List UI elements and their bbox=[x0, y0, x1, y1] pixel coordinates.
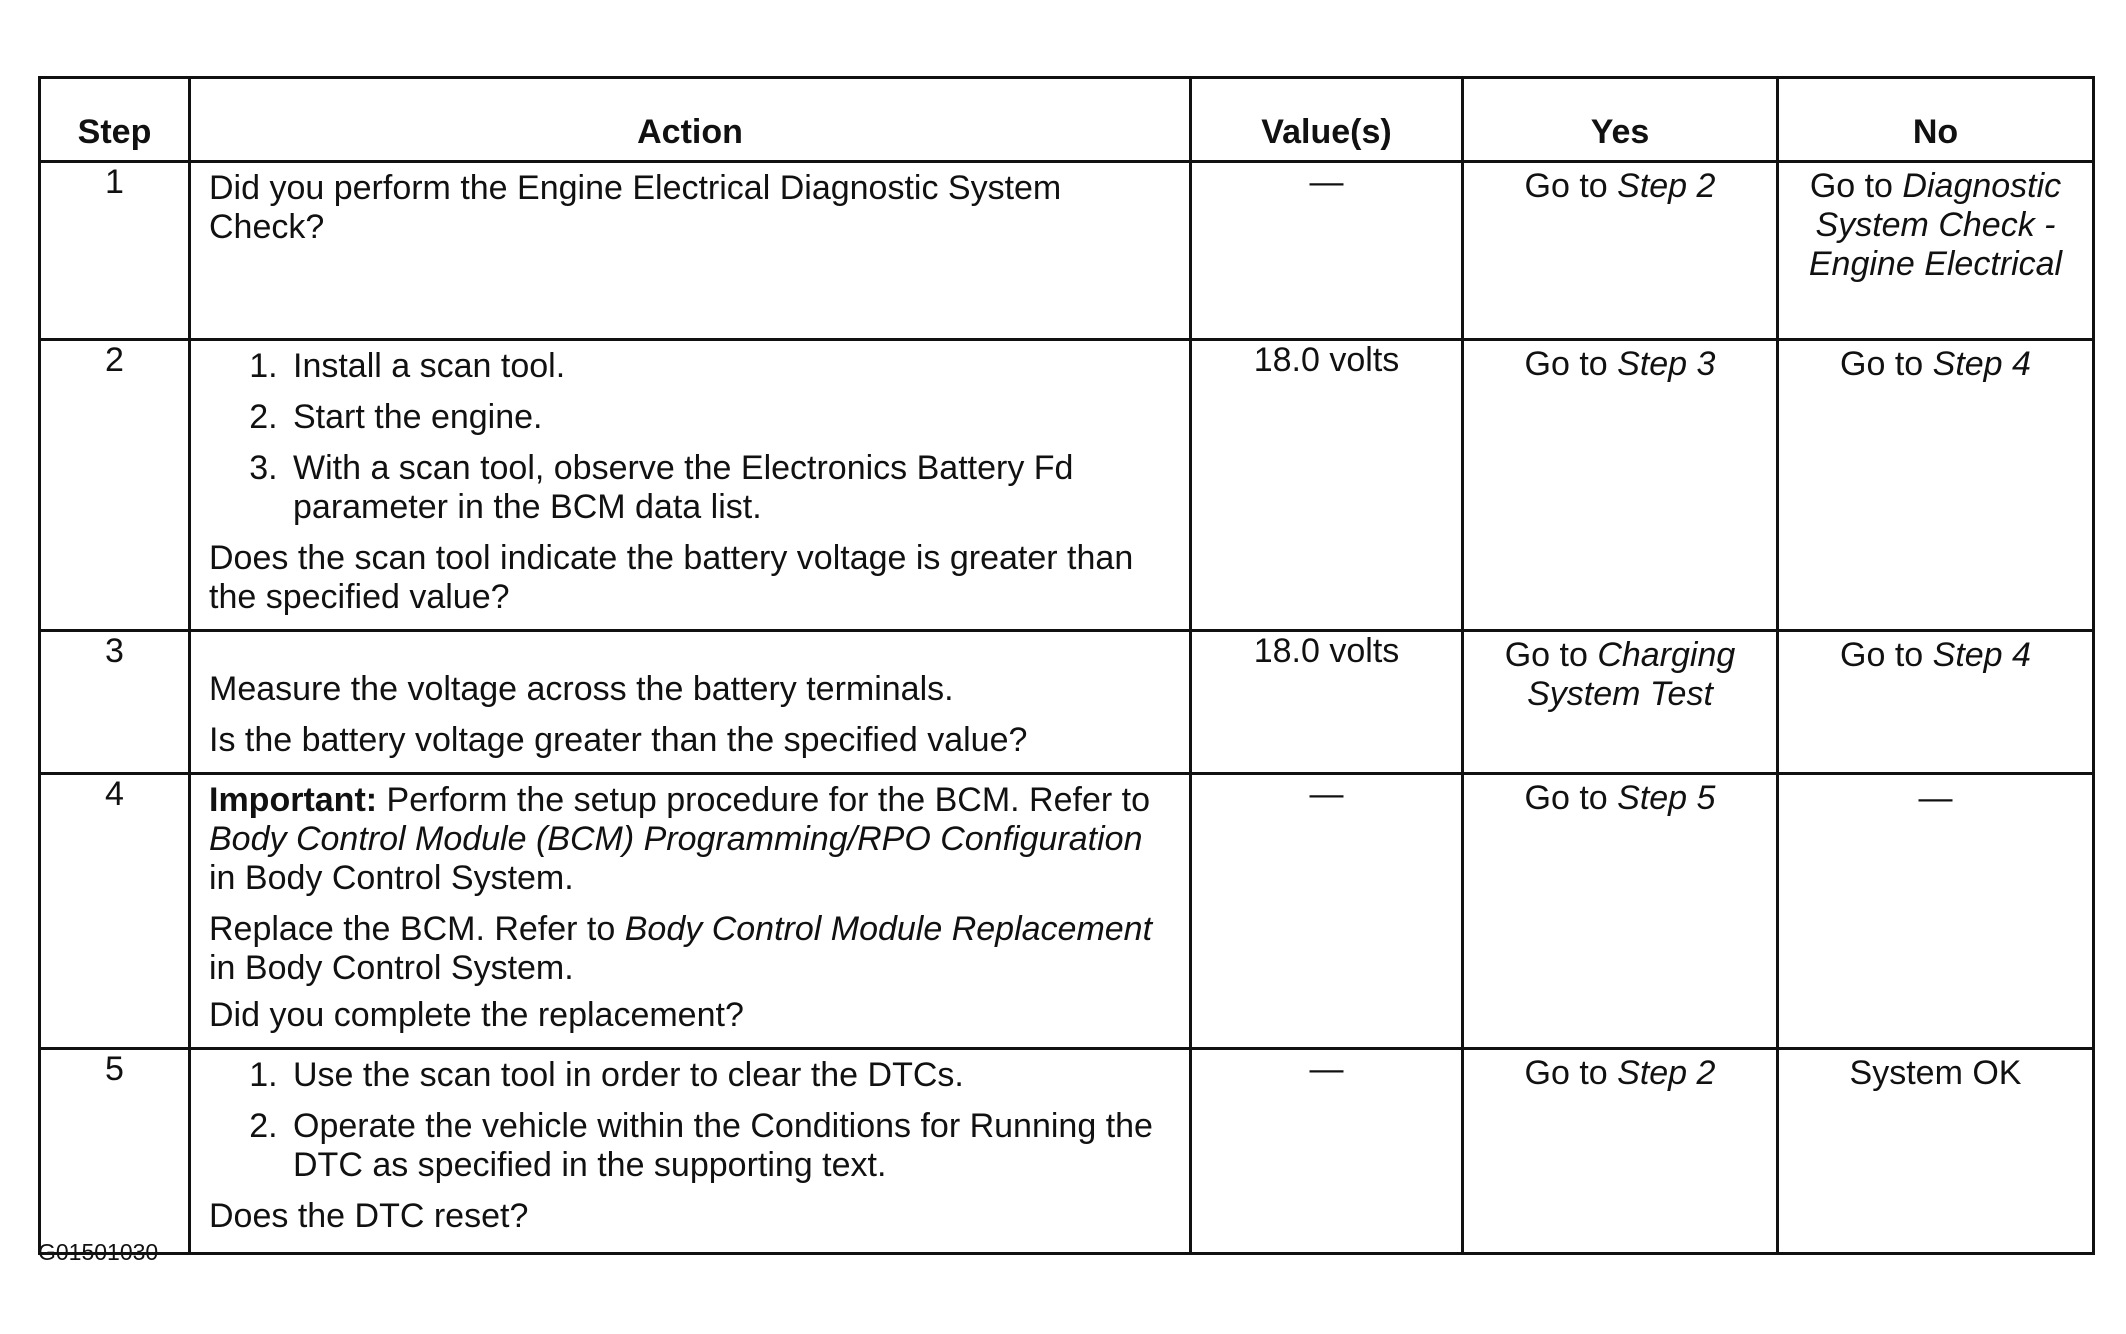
important-label: Important: bbox=[209, 781, 378, 819]
header-no: No bbox=[1778, 78, 2094, 162]
yes-prefix: Go to bbox=[1524, 779, 1618, 817]
action-cell bbox=[190, 162, 1191, 340]
table-row bbox=[40, 340, 2094, 631]
important-suffix: in Body Control System. bbox=[209, 859, 574, 897]
no-cell bbox=[1778, 631, 2094, 774]
action-step-list bbox=[209, 1056, 1173, 1185]
yes-cell bbox=[1463, 774, 1778, 1049]
table-row bbox=[40, 774, 2094, 1049]
action-step-item: 3. With a scan tool, observe the Electronics Battery Fd parameter in the BCM data list. bbox=[287, 449, 1173, 527]
action-step-item: 1. Use the scan tool in order to clear the DTCs. bbox=[287, 1056, 1173, 1095]
yes-ref: Step 2 bbox=[1617, 1054, 1716, 1092]
yes-prefix: Go to bbox=[1504, 636, 1598, 674]
no-ref: Step 4 bbox=[1932, 345, 2031, 383]
step-number: 5 bbox=[40, 1049, 190, 1254]
action-cell bbox=[190, 774, 1191, 1049]
replace-text: Replace the BCM. Refer to bbox=[209, 910, 625, 948]
no-cell bbox=[1778, 340, 2094, 631]
yes-prefix: Go to bbox=[1524, 1054, 1618, 1092]
yes-ref: Step 5 bbox=[1617, 779, 1716, 817]
action-question: Is the battery voltage greater than the specified value? bbox=[209, 721, 1028, 759]
no-cell: — bbox=[1778, 774, 2094, 1049]
no-prefix: Go to bbox=[1840, 345, 1933, 383]
action-cell bbox=[190, 340, 1191, 631]
step-number: 4 bbox=[40, 774, 190, 1049]
value-cell: 18.0 volts bbox=[1191, 631, 1463, 774]
action-step-item: 2. Start the engine. bbox=[287, 398, 1173, 437]
table-row bbox=[40, 631, 2094, 774]
yes-cell bbox=[1463, 1049, 1778, 1254]
yes-ref: Step 3 bbox=[1617, 345, 1716, 383]
no-cell: System OK bbox=[1778, 1049, 2094, 1254]
action-cell bbox=[190, 631, 1191, 774]
action-step-item: 1. Install a scan tool. bbox=[287, 347, 1173, 386]
yes-cell bbox=[1463, 162, 1778, 340]
value-cell: — bbox=[1191, 1049, 1463, 1254]
header-yes: Yes bbox=[1463, 78, 1778, 162]
yes-ref: Step 2 bbox=[1617, 167, 1716, 205]
no-ref: Diagnostic System Check - Engine Electrical bbox=[1808, 167, 2063, 283]
figure-id: G01501030 bbox=[38, 1239, 159, 1265]
no-prefix: Go to bbox=[1840, 636, 1933, 674]
action-cell bbox=[190, 1049, 1191, 1254]
action-question: Does the DTC reset? bbox=[209, 1197, 529, 1235]
table-header-row bbox=[40, 78, 2094, 162]
header-step: Step bbox=[40, 78, 190, 162]
value-cell: 18.0 volts bbox=[1191, 340, 1463, 631]
header-action: Action bbox=[190, 78, 1191, 162]
important-ref: Body Control Module (BCM) Programming/RPO Configuration bbox=[209, 820, 1143, 858]
important-note bbox=[209, 781, 1173, 898]
yes-ref: Charging System Test bbox=[1527, 636, 1736, 713]
yes-prefix: Go to bbox=[1524, 167, 1618, 205]
table-row bbox=[40, 162, 2094, 340]
replace-suffix: in Body Control System. bbox=[209, 949, 574, 987]
action-instruction: Measure the voltage across the battery terminals. bbox=[209, 670, 954, 708]
replace-instruction bbox=[209, 910, 1173, 988]
step-number: 3 bbox=[40, 631, 190, 774]
yes-cell bbox=[1463, 631, 1778, 774]
no-prefix: Go to bbox=[1809, 167, 1903, 205]
action-question: Did you perform the Engine Electrical Diagnostic System Check? bbox=[209, 169, 1062, 246]
table-row bbox=[40, 1049, 2094, 1254]
header-values: Value(s) bbox=[1191, 78, 1463, 162]
action-question: Does the scan tool indicate the battery voltage is greater than the specified value? bbox=[209, 539, 1134, 616]
action-question: Did you complete the replacement? bbox=[209, 996, 744, 1034]
replace-ref: Body Control Module Replacement bbox=[624, 910, 1153, 948]
no-cell bbox=[1778, 162, 2094, 340]
value-cell: — bbox=[1191, 162, 1463, 340]
action-step-list bbox=[209, 347, 1173, 527]
yes-cell bbox=[1463, 340, 1778, 631]
yes-prefix: Go to bbox=[1524, 345, 1618, 383]
value-cell: — bbox=[1191, 774, 1463, 1049]
diagnostic-table bbox=[38, 76, 2095, 1255]
step-number: 2 bbox=[40, 340, 190, 631]
no-ref: Step 4 bbox=[1932, 636, 2031, 674]
action-step-item: 2. Operate the vehicle within the Conditions for Running the DTC as specified in the supporting text. bbox=[287, 1107, 1173, 1185]
step-number: 1 bbox=[40, 162, 190, 340]
important-text: Perform the setup procedure for the BCM. Refer to bbox=[377, 781, 1150, 819]
